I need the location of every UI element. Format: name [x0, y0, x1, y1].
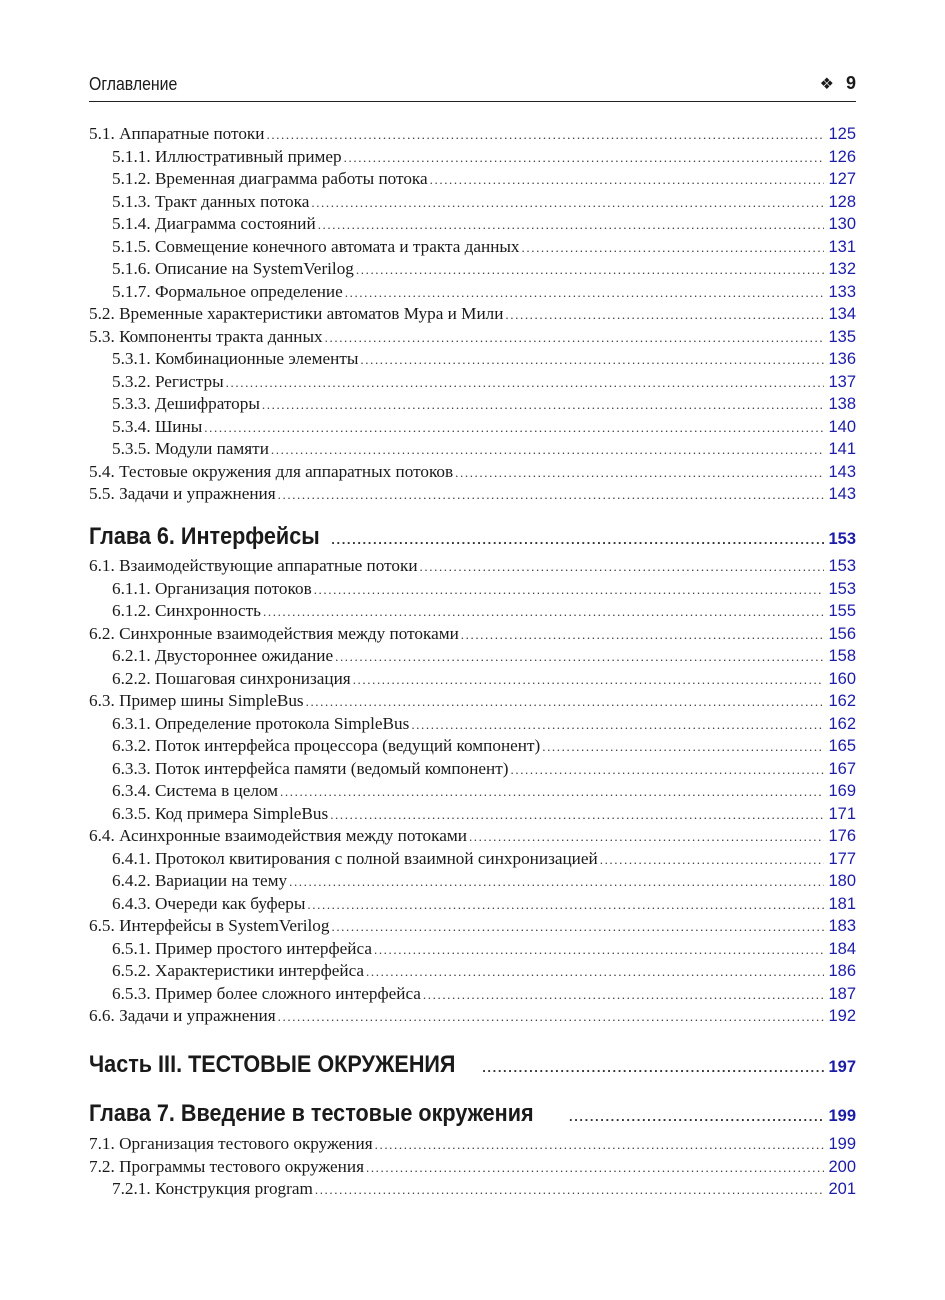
toc-entry-label: 7.2.1. Конструкция program	[112, 1179, 313, 1198]
toc-entry-label: 5.3.3. Дешифраторы	[112, 394, 260, 413]
toc-entry-label: 6.5. Интерфейсы в SystemVerilog	[89, 916, 330, 935]
toc-page-link[interactable]: 153	[828, 557, 856, 575]
dot-leader	[307, 894, 824, 917]
toc-entry[interactable]	[89, 713, 856, 736]
dot-leader	[505, 304, 824, 327]
toc-page-link[interactable]: 181	[828, 894, 856, 913]
toc-page-link[interactable]: 143	[828, 485, 856, 503]
toc-page-link[interactable]: 135	[828, 327, 856, 346]
toc-entry[interactable]	[89, 870, 856, 893]
toc-entry[interactable]	[89, 780, 856, 803]
page-number: 9	[845, 73, 856, 93]
dot-leader	[511, 759, 825, 782]
toc-page-link[interactable]: 156	[828, 624, 856, 643]
toc-entry[interactable]	[89, 600, 856, 623]
toc-page-link[interactable]: 141	[828, 440, 856, 458]
toc-page-link[interactable]: 127	[828, 170, 856, 188]
dot-leader	[331, 525, 824, 555]
toc-page-link[interactable]: 162	[828, 714, 856, 733]
toc-page-link[interactable]: 165	[828, 737, 856, 755]
toc-entry-label: 5.4. Тестовые окружения для аппаратных потоков	[89, 461, 454, 481]
toc-entry[interactable]	[89, 623, 856, 646]
toc-page-link[interactable]: 160	[828, 669, 856, 688]
dot-leader	[315, 1179, 825, 1202]
toc-page-link[interactable]: 140	[828, 417, 856, 436]
toc-page-link[interactable]: 125	[828, 125, 856, 143]
toc-chapter-7	[89, 1099, 856, 1129]
toc-entry[interactable]	[89, 393, 856, 416]
toc-page-link[interactable]: 177	[828, 849, 856, 868]
toc-entry-label: 5.1.2. Временная диаграмма работы потока	[112, 169, 428, 188]
ornament-icon: ❖	[819, 76, 834, 93]
toc-entry[interactable]	[89, 483, 856, 506]
toc-entry-label: 6.4. Асинхронные взаимодействия между потоками	[89, 826, 467, 845]
toc-page-link[interactable]: 126	[828, 147, 856, 166]
dot-leader	[423, 984, 825, 1007]
dot-leader	[325, 327, 825, 350]
dot-leader	[569, 1102, 824, 1132]
toc-entry-label: 5.3. Компоненты тракта данных	[89, 326, 323, 346]
toc-entry[interactable]	[89, 668, 856, 691]
toc-entry-label: 5.1. Аппаратные потоки	[89, 124, 265, 143]
toc-entry-label: 6.3.4. Система в целом	[112, 781, 279, 800]
dot-leader	[266, 124, 824, 147]
toc-page-link[interactable]: 133	[828, 282, 856, 301]
toc-page-link[interactable]: 171	[828, 804, 856, 823]
toc-entry[interactable]	[89, 213, 856, 236]
toc-entry[interactable]	[89, 825, 856, 848]
toc-entry-label: 6.2. Синхронные взаимодействия между потоками	[89, 623, 459, 643]
toc-page-link[interactable]: 128	[828, 192, 856, 211]
toc-entry-label: 5.1.7. Формальное определение	[112, 281, 343, 301]
toc-entry[interactable]	[89, 758, 856, 781]
toc-page-link[interactable]: 199	[828, 1107, 856, 1125]
toc-entry-label: 6.3.1. Определение протокола SimpleBus	[112, 713, 410, 733]
toc-page-link[interactable]: 197	[828, 1058, 856, 1076]
toc-entry[interactable]	[89, 893, 856, 916]
running-header	[89, 72, 856, 102]
toc-entry[interactable]	[89, 1133, 856, 1156]
toc-entry[interactable]	[89, 258, 856, 281]
toc-entry[interactable]	[89, 326, 856, 349]
toc-entry[interactable]	[89, 123, 856, 146]
toc-entry[interactable]	[89, 416, 856, 439]
toc-entry-label: 6.3. Пример шины SimpleBus	[89, 691, 304, 710]
toc-page-link[interactable]: 169	[828, 782, 856, 800]
toc-entry-label: Глава 7. Введение в тестовые окружения	[89, 1100, 534, 1127]
toc-entry-label: 5.1.3. Тракт данных потока	[112, 191, 310, 211]
toc-section-ch5	[89, 123, 856, 506]
toc-entry-label: 6.3.2. Поток интерфейса процессора (ведущий компонент)	[112, 736, 541, 755]
toc-entry-label: 5.3.2. Регистры	[112, 371, 224, 391]
dot-leader	[375, 1134, 825, 1157]
toc-section-ch6	[89, 555, 856, 1028]
toc-entry-label: 5.1.6. Описание на SystemVerilog	[112, 259, 354, 278]
dot-leader	[271, 439, 825, 462]
toc-entry-label: 5.3.5. Модули памяти	[112, 439, 269, 458]
toc-entry-label: Часть III. ТЕСТОВЫЕ ОКРУЖЕНИЯ	[89, 1051, 456, 1078]
toc-page-link[interactable]: 183	[828, 917, 856, 935]
dot-leader	[330, 804, 824, 827]
toc-entry-label: 6.4.1. Протокол квитирования с полной взаимной синхронизацией	[112, 848, 598, 868]
dot-leader	[262, 394, 825, 417]
toc-entry-label: 5.1.5. Совмещение конечного автомата и тракта данных	[112, 236, 520, 256]
toc-entry-label: 7.2. Программы тестового окружения	[89, 1156, 364, 1176]
toc-entry[interactable]	[89, 438, 856, 461]
toc-page-link[interactable]: 180	[828, 872, 856, 890]
toc-page-link[interactable]: 155	[828, 602, 856, 620]
dot-leader	[289, 871, 824, 894]
dot-leader	[226, 372, 825, 395]
toc-heading-entry[interactable]	[89, 522, 856, 552]
toc-page-link[interactable]: 201	[828, 1180, 856, 1198]
toc-page-link[interactable]: 187	[828, 984, 856, 1003]
toc-chapter-6	[89, 522, 856, 552]
toc-entry[interactable]	[89, 555, 856, 578]
toc-entry-label: 5.1.1. Иллюстративный пример	[112, 146, 342, 166]
dot-leader	[353, 669, 825, 692]
toc-page-link[interactable]: 136	[828, 350, 856, 368]
toc-page-link[interactable]: 153	[828, 530, 856, 548]
toc-entry[interactable]	[89, 236, 856, 259]
toc-entry-label: 6.1.2. Синхронность	[112, 601, 262, 620]
toc-entry[interactable]	[89, 371, 856, 394]
toc-page-link[interactable]: 130	[828, 215, 856, 233]
toc-entry[interactable]	[89, 1156, 856, 1179]
toc-page-link[interactable]: 199	[828, 1135, 856, 1153]
dot-leader	[469, 826, 825, 849]
toc-entry[interactable]	[89, 848, 856, 871]
toc-entry[interactable]	[89, 803, 856, 826]
toc-page-link[interactable]: 162	[828, 692, 856, 710]
dot-leader	[345, 282, 825, 305]
dot-leader	[204, 417, 824, 440]
toc-page-link[interactable]: 167	[828, 759, 856, 778]
dot-leader	[314, 579, 825, 602]
toc-entry[interactable]	[89, 645, 856, 668]
dot-leader	[482, 1053, 824, 1083]
toc-entry[interactable]	[89, 281, 856, 304]
toc-entry-label: 5.3.1. Комбинационные элементы	[112, 349, 359, 368]
dot-leader	[522, 237, 825, 260]
toc-entry-label: 5.3.4. Шины	[112, 416, 203, 436]
dot-leader	[306, 691, 825, 714]
toc-page-link[interactable]: 192	[828, 1007, 856, 1025]
running-header-title: Оглавление	[89, 74, 178, 94]
dot-leader	[366, 1157, 824, 1180]
toc-entry[interactable]	[89, 1005, 856, 1028]
page-number-area	[820, 73, 856, 94]
toc-entry[interactable]	[89, 146, 856, 169]
toc-page-link[interactable]: 200	[828, 1157, 856, 1176]
toc-entry-label: 6.4.3. Очереди как буферы	[112, 893, 306, 913]
toc-entry-label: 5.5. Задачи и упражнения	[89, 484, 276, 503]
toc-entry[interactable]	[89, 690, 856, 713]
toc-entry[interactable]	[89, 938, 856, 961]
dot-leader	[278, 484, 825, 507]
toc-entry-label: 6.2.1. Двустороннее ожидание	[112, 646, 334, 665]
toc-page-link[interactable]: 186	[828, 962, 856, 980]
dot-leader	[318, 214, 825, 237]
toc-entry-label: 6.4.2. Вариации на тему	[112, 871, 288, 890]
toc-page-link[interactable]: 143	[828, 462, 856, 481]
toc-page-link[interactable]: 134	[828, 305, 856, 323]
dot-leader	[263, 601, 824, 624]
toc-entry[interactable]	[89, 915, 856, 938]
dot-leader	[455, 462, 824, 485]
toc-entry[interactable]	[89, 461, 856, 484]
toc-page-link[interactable]: 132	[828, 260, 856, 278]
toc-page-link[interactable]: 176	[828, 827, 856, 845]
dot-leader	[331, 916, 824, 939]
toc-page-link[interactable]: 153	[828, 579, 856, 598]
toc-entry[interactable]	[89, 303, 856, 326]
dot-leader	[335, 646, 824, 669]
toc-heading-entry[interactable]	[89, 1050, 856, 1080]
dot-leader	[542, 736, 824, 759]
dot-leader	[278, 1006, 825, 1029]
dot-leader	[430, 169, 825, 192]
toc-page-link[interactable]: 137	[828, 372, 856, 391]
toc-entry-label: 6.3.5. Код примера SimpleBus	[112, 803, 329, 823]
toc-entry-label: 6.3.3. Поток интерфейса памяти (ведомый компонент)	[112, 758, 509, 778]
toc-section-ch7	[89, 1133, 856, 1201]
toc-entry[interactable]	[89, 348, 856, 371]
toc-entry[interactable]	[89, 191, 856, 214]
toc-entry[interactable]	[89, 168, 856, 191]
toc-entry-label: 6.1. Взаимодействующие аппаратные потоки	[89, 556, 418, 575]
dot-leader	[411, 714, 824, 737]
toc-page-link[interactable]: 138	[828, 395, 856, 413]
toc-entry[interactable]	[89, 1178, 856, 1201]
toc-entry-label: 6.5.1. Пример простого интерфейса	[112, 938, 372, 958]
dot-leader	[366, 961, 824, 984]
dot-leader	[311, 192, 824, 215]
dot-leader	[280, 781, 824, 804]
toc-page-link[interactable]: 131	[828, 237, 856, 256]
dot-leader	[356, 259, 825, 282]
toc-page-link[interactable]: 158	[828, 647, 856, 665]
toc-entry[interactable]	[89, 735, 856, 758]
toc-page-link[interactable]: 184	[828, 939, 856, 958]
toc-part-3	[89, 1050, 856, 1080]
dot-leader	[600, 849, 825, 872]
toc-heading-entry[interactable]	[89, 1099, 856, 1129]
dot-leader	[420, 556, 825, 579]
dot-leader	[374, 939, 825, 962]
toc-entry-label: 6.1.1. Организация потоков	[112, 578, 312, 598]
toc-entry-label: 6.5.2. Характеристики интерфейса	[112, 961, 365, 980]
toc-entry-label: 7.1. Организация тестового окружения	[89, 1134, 373, 1153]
toc-entry-label: Глава 6. Интерфейсы	[89, 523, 320, 550]
toc-entry-label: 6.6. Задачи и упражнения	[89, 1006, 276, 1025]
toc-entry[interactable]	[89, 960, 856, 983]
toc-entry-label: 5.2. Временные характеристики автоматов Мура и Мили	[89, 304, 504, 323]
toc-entry-label: 6.2.2. Пошаговая синхронизация	[112, 668, 351, 688]
dot-leader	[461, 624, 825, 647]
toc-entry-label: 5.1.4. Диаграмма состояний	[112, 214, 316, 233]
dot-leader	[360, 349, 824, 372]
dot-leader	[344, 147, 825, 170]
toc-entry-label: 6.5.3. Пример более сложного интерфейса	[112, 983, 421, 1003]
toc-entry[interactable]	[89, 578, 856, 601]
toc-entry[interactable]	[89, 983, 856, 1006]
